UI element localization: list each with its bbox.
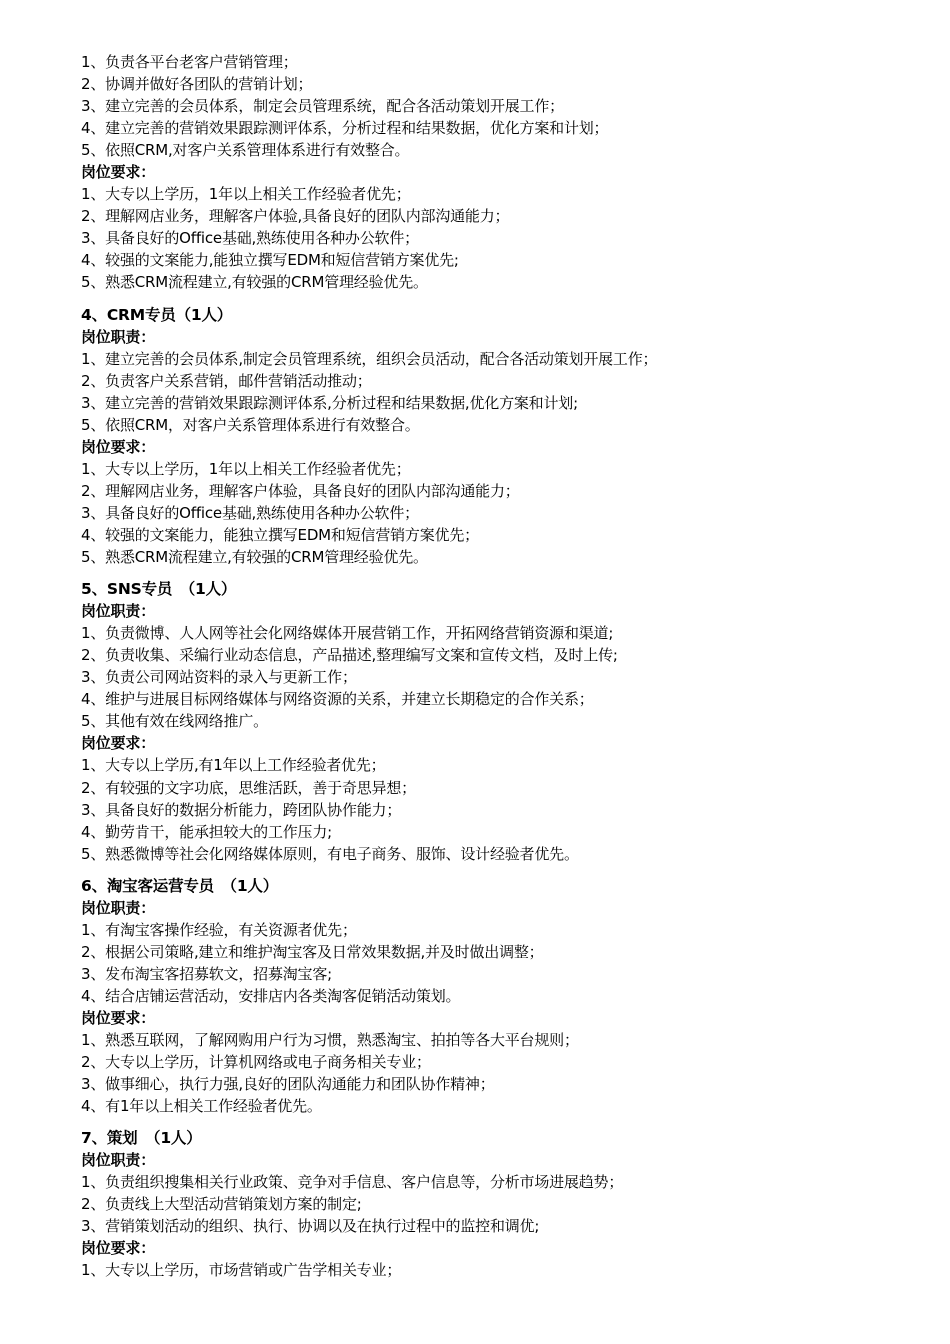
list-item: 2、负责线上大型活动营销策划方案的制定; xyxy=(81,1195,362,1214)
list-item: 1、大专以上学历，1年以上相关工作经验者优先； xyxy=(81,459,411,478)
list-item: 3、负责公司网站资料的录入与更新工作； xyxy=(81,668,357,687)
requirements-label: 岗位要求： xyxy=(81,734,156,753)
list-item: 5、其他有效在线网络推广。 xyxy=(81,712,268,731)
intro-duties-list xyxy=(81,51,921,161)
requirements-label: 岗位要求： xyxy=(81,437,156,456)
list-item: 1、大专以上学历，1年以上相关工作经验者优先； xyxy=(81,185,411,204)
list-item: 2、协调并做好各团队的营销计划； xyxy=(81,75,313,94)
list-item: 2、理解网店业务，理解客户体验，具备良好的团队内部沟通能力； xyxy=(81,481,520,500)
list-item: 5、熟悉CRM流程建立,有较强的CRM管理经验优先。 xyxy=(81,273,428,292)
list-item: 2、负责客户关系营销，邮件营销活动推动； xyxy=(81,371,372,390)
list-item: 3、营销策划活动的组织、执行、协调以及在执行过程中的监控和调优; xyxy=(81,1217,540,1236)
section-heading: 6、淘宝客运营专员 （1人） xyxy=(81,876,279,895)
intro-requirements-list xyxy=(81,183,921,293)
list-item: 1、熟悉互联网，了解网购用户行为习惯，熟悉淘宝、拍拍等各大平台规则； xyxy=(81,1031,579,1050)
list-item: 3、做事细心，执行力强,良好的团队沟通能力和团队协作精神； xyxy=(81,1075,495,1094)
list-item: 5、熟悉CRM流程建立,有较强的CRM管理经验优先。 xyxy=(81,548,428,567)
list-item: 4、维护与进展目标网络媒体与网络资源的关系，并建立长期稳定的合作关系； xyxy=(81,690,594,709)
section-taobaoke-operations xyxy=(81,875,921,1118)
list-item: 2、大专以上学历，计算机网络或电子商务相关专业； xyxy=(81,1053,431,1072)
requirements-label: 岗位要求： xyxy=(81,163,156,182)
section-heading: 7、策划 （1人） xyxy=(81,1129,202,1148)
list-item: 1、大专以上学历，市场营销或广告学相关专业； xyxy=(81,1261,402,1280)
duties-label: 岗位职责： xyxy=(81,898,156,917)
list-item: 2、负责收集、采编行业动态信息，产品描述,整理编写文案和宣传文档，及时上传; xyxy=(81,646,618,665)
list-item: 4、较强的文案能力,能独立撰写EDM和短信营销方案优先; xyxy=(81,251,459,270)
list-item: 3、具备良好的Office基础,熟练使用各种办公软件； xyxy=(81,503,419,522)
list-item: 4、较强的文案能力，能独立撰写EDM和短信营销方案优先； xyxy=(81,525,479,544)
requirements-label: 岗位要求： xyxy=(81,1008,156,1027)
section-heading: 4、CRM专员（1人） xyxy=(81,305,233,324)
duties-label: 岗位职责： xyxy=(81,602,156,621)
list-item: 1、负责组织搜集相关行业政策、竞争对手信息、客户信息等，分析市场进展趋势； xyxy=(81,1173,624,1192)
list-item: 5、依照CRM,对客户关系管理体系进行有效整合。 xyxy=(81,141,410,160)
list-item: 1、有淘宝客操作经验，有关资源者优先； xyxy=(81,920,357,939)
list-item: 4、建立完善的营销效果跟踪测评体系，分析过程和结果数据，优化方案和计划； xyxy=(81,119,609,138)
list-item: 1、建立完善的会员体系,制定会员管理系统，组织会员活动，配合各活动策划开展工作； xyxy=(81,349,658,368)
list-item: 5、依照CRM，对客户关系管理体系进行有效整合。 xyxy=(81,415,420,434)
list-item: 4、勤劳肯干，能承担较大的工作压力; xyxy=(81,822,332,841)
list-item: 4、结合店铺运营活动，安排店内各类淘客促销活动策划。 xyxy=(81,986,461,1005)
list-item: 5、熟悉微博等社会化网络媒体原则，有电子商务、服饰、设计经验者优先。 xyxy=(81,844,579,863)
list-item: 3、建立完善的会员体系，制定会员管理系统，配合各活动策划开展工作； xyxy=(81,97,564,116)
section-sns-specialist xyxy=(81,578,921,865)
list-item: 1、负责微博、人人网等社会化网络媒体开展营销工作，开拓网络营销资源和渠道; xyxy=(81,624,614,643)
duties-label: 岗位职责： xyxy=(81,1151,156,1170)
list-item: 4、有1年以上相关工作经验者优先。 xyxy=(81,1097,322,1116)
list-item: 1、负责各平台老客户营销管理； xyxy=(81,53,298,71)
list-item: 2、根据公司策略,建立和维护淘宝客及日常效果数据,并及时做出调整； xyxy=(81,942,544,961)
document-page xyxy=(81,51,921,1282)
section-crm-specialist xyxy=(81,304,921,569)
list-item: 3、发布淘宝客招募软文，招募淘宝客; xyxy=(81,964,332,983)
list-item: 3、具备良好的Office基础,熟练使用各种办公软件； xyxy=(81,229,419,248)
section-heading: 5、SNS专员 （1人） xyxy=(81,580,237,599)
section-planner xyxy=(81,1127,921,1281)
list-item: 2、理解网店业务，理解客户体验,具备良好的团队内部沟通能力； xyxy=(81,207,510,226)
requirements-label: 岗位要求： xyxy=(81,1239,156,1258)
duties-label: 岗位职责： xyxy=(81,327,156,346)
list-item: 1、大专以上学历,有1年以上工作经验者优先； xyxy=(81,756,386,775)
list-item: 2、有较强的文字功底，思维活跃，善于奇思异想； xyxy=(81,778,416,797)
list-item: 3、建立完善的营销效果跟踪测评体系,分析过程和结果数据,优化方案和计划; xyxy=(81,393,578,412)
list-item: 3、具备良好的数据分析能力，跨团队协作能力； xyxy=(81,800,402,819)
